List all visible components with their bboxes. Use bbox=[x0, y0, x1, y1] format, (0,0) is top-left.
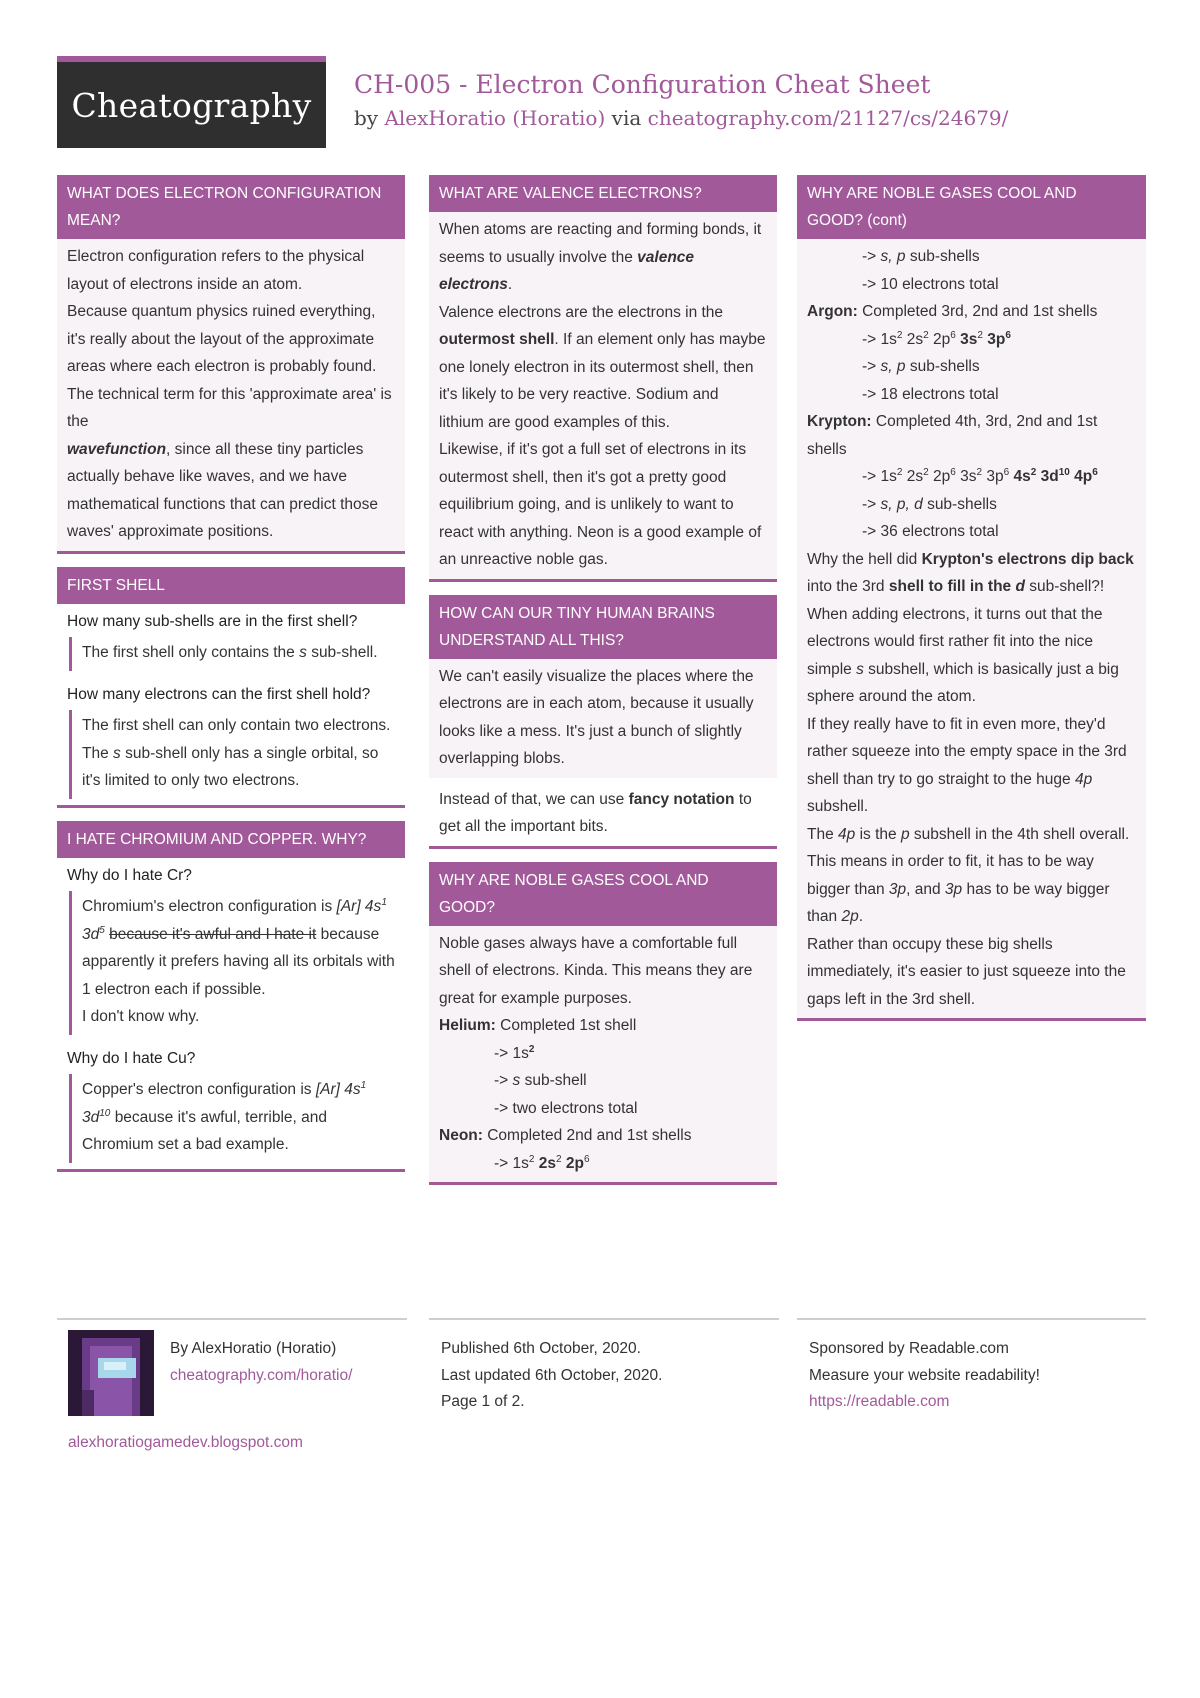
answer: Copper's electron configuration is [Ar] $4s^1$ $3d^{10}$ because it's awful, terrible, and Chromium set a bad example. bbox=[69, 1074, 395, 1163]
paragraph: Electron configuration refers to the physical layout of electrons inside an atom. bbox=[67, 248, 365, 293]
paragraph: The 4p is the p subshell in the 4th shell overall. This means in order to fit, it has to be way bigger than 3p, and 3p has to be way bigger than 2p. bbox=[807, 825, 1130, 925]
footer-divider bbox=[57, 1318, 407, 1320]
profile-link[interactable]: cheatography.com/horatio/ bbox=[170, 1366, 353, 1384]
answer: The first shell only contains the s sub-shell. bbox=[69, 637, 395, 671]
helium-line: Helium: Completed 1st shell bbox=[439, 1017, 637, 1034]
column-1 bbox=[57, 175, 405, 1185]
question: How many electrons can the first shell hold? bbox=[57, 677, 405, 711]
section-title: HOW CAN OUR TINY HUMAN BRAINS UNDERSTAND ALL THIS? bbox=[429, 595, 777, 659]
config-line: -> $1s^2$ bbox=[494, 1043, 535, 1062]
config-line: -> s sub-shell bbox=[494, 1072, 587, 1089]
paragraph: Rather than occupy these big shells immediately, it's easier to just squeeze into the gaps left in the 3rd shell. bbox=[807, 935, 1126, 1008]
paragraph: If they really have to fit in even more, they'd rather squeeze into the empty space in the 3rd shell than try to go straight to the huge 4p subshell. bbox=[807, 715, 1127, 815]
paragraph: Valence electrons are the electrons in the outermost shell. If an element only has maybe one lonely electron in its outermost shell, then it's likely to be very reactive. Sodium and lithium are good examples of this. bbox=[439, 303, 766, 431]
byline-via: via bbox=[611, 106, 642, 130]
section-title: I HATE CHROMIUM AND COPPER. WHY? bbox=[57, 821, 405, 858]
section-body bbox=[429, 212, 777, 579]
paragraph: Noble gases always have a comfortable full shell of electrons. Kinda. This means they are great for example purposes. bbox=[439, 934, 753, 1007]
section-noble-gases bbox=[429, 862, 777, 1186]
footer-divider bbox=[797, 1318, 1146, 1320]
readable-link[interactable]: https://readable.com bbox=[809, 1393, 950, 1410]
paragraph: The technical term for this 'approximate area' is the wavefunction, since all these tiny particles actually behave like waves, and we have mathematical functions that can predict those waves' approximate positions. bbox=[67, 385, 392, 540]
section-first-shell bbox=[57, 567, 405, 808]
footer-author: By AlexHoratio (Horatio) cheatography.com/horatio/ bbox=[170, 1340, 353, 1384]
section-title: WHAT ARE VALENCE ELECTRONS? bbox=[429, 175, 777, 212]
byline-by: by bbox=[354, 106, 379, 130]
paragraph: Likewise, if it's got a full set of electrons in its outermost shell, then it's got a pretty good equilibrium going, and is unlikely to want to react with anything. Neon is a good example of an unreactive noble gas. bbox=[439, 441, 762, 568]
footer-published: Published 6th October, 2020. Last updated 6th October, 2020. Page 1 of 2. bbox=[441, 1340, 663, 1410]
section-title: WHAT DOES ELECTRON CONFIGURATION MEAN? bbox=[57, 175, 405, 239]
question: Why do I hate Cu? bbox=[57, 1041, 405, 1075]
paragraph: When atoms are reacting and forming bonds, it seems to usually involve the valence electrons. bbox=[439, 221, 762, 293]
paragraph: Instead of that, we can use fancy notation to get all the important bits. bbox=[429, 778, 777, 846]
paragraph: When adding electrons, it turns out that the electrons would first rather fit into the nice simple s subshell, which is basically just a big sphere around the atom. bbox=[807, 605, 1119, 705]
config-line: -> 36 electrons total bbox=[862, 523, 999, 540]
column-2 bbox=[429, 175, 777, 1198]
section-chromium-copper bbox=[57, 821, 405, 1172]
answer: Chromium's electron configuration is [Ar] $4s^1$ $3d^5$ because it's awful and I hate it because apparently it prefers having all its orbitals with 1 electron each if possible. I don't know why. bbox=[69, 891, 395, 1035]
section-body bbox=[429, 659, 777, 778]
config-line: -> s, p sub-shells bbox=[862, 358, 980, 375]
why-question: Why the hell did Krypton's electrons dip back into the 3rd shell to fill in the d sub-shell?! bbox=[807, 550, 1134, 595]
paragraph: Because quantum physics ruined everything, it's really about the layout of the approximate areas where each electron is probably found. bbox=[67, 303, 377, 375]
section-tiny-human-brains bbox=[429, 595, 777, 849]
column-3 bbox=[797, 175, 1146, 1034]
argon-line: Argon: Completed 3rd, 2nd and 1st shells bbox=[807, 303, 1098, 320]
section-body bbox=[57, 239, 405, 551]
config-line: -> s, p sub-shells bbox=[862, 248, 980, 265]
author-link[interactable]: AlexHoratio (Horatio) bbox=[384, 106, 606, 130]
crewmate-avatar-icon bbox=[68, 1330, 154, 1416]
page-title: CH-005 - Electron Configuration Cheat Sheet bbox=[354, 70, 931, 99]
footer-divider bbox=[429, 1318, 779, 1320]
section-title: WHY ARE NOBLE GASES COOL AND GOOD? (cont) bbox=[797, 175, 1146, 239]
logo-text: Cheatography bbox=[71, 85, 312, 125]
neon-line: Neon: Completed 2nd and 1st shells bbox=[439, 1127, 692, 1144]
config-line: -> $1s^2$ $2s^2$ $2p^6$ bbox=[494, 1153, 590, 1172]
config-line: -> s, p, d sub-shells bbox=[862, 495, 997, 513]
config-line: -> 18 electrons total bbox=[862, 385, 999, 403]
section-body bbox=[429, 926, 777, 1183]
question: Why do I hate Cr? bbox=[57, 858, 405, 892]
cheatography-logo[interactable] bbox=[57, 56, 326, 148]
paragraph: We can't easily visualize the places where the electrons are in each atom, because it usually looks like a mess. It's just a bunch of slightly overlapping blobs. bbox=[439, 667, 754, 767]
blog-link[interactable]: alexhoratiogamedev.blogspot.com bbox=[68, 1434, 303, 1451]
answer: The first shell can only contain two electrons. The s sub-shell only has a single orbital, so it's limited to only two electrons. bbox=[69, 710, 395, 799]
config-line: -> $1s^2$ $2s^2$ $2p^6$ $3s^2$ $3p^6$ $4s^2$ $3d^{10}$ $4p^6$ bbox=[862, 466, 1098, 485]
section-noble-gases-cont bbox=[797, 175, 1146, 1021]
config-line: -> $1s^2$ $2s^2$ $2p^6$ $3s^2$ $3p^6$ bbox=[862, 329, 1011, 348]
byline bbox=[354, 106, 1008, 130]
question: How many sub-shells are in the first shell? bbox=[57, 604, 405, 638]
krypton-line: Krypton: Completed 4th, 3rd, 2nd and 1st shells bbox=[807, 413, 1098, 458]
config-line: -> 10 electrons total bbox=[862, 275, 999, 293]
section-body bbox=[797, 239, 1146, 1018]
section-electron-configuration bbox=[57, 175, 405, 554]
section-title: FIRST SHELL bbox=[57, 567, 405, 604]
config-line: -> two electrons total bbox=[494, 1099, 638, 1117]
sheet-url-link[interactable]: cheatography.com/21127/cs/24679/ bbox=[647, 106, 1009, 130]
avatar[interactable] bbox=[68, 1330, 154, 1416]
section-valence-electrons bbox=[429, 175, 777, 582]
section-title: WHY ARE NOBLE GASES COOL AND GOOD? bbox=[429, 862, 777, 926]
footer-sponsor: Sponsored by Readable.com Measure your website readability! https://readable.com bbox=[809, 1340, 1040, 1410]
